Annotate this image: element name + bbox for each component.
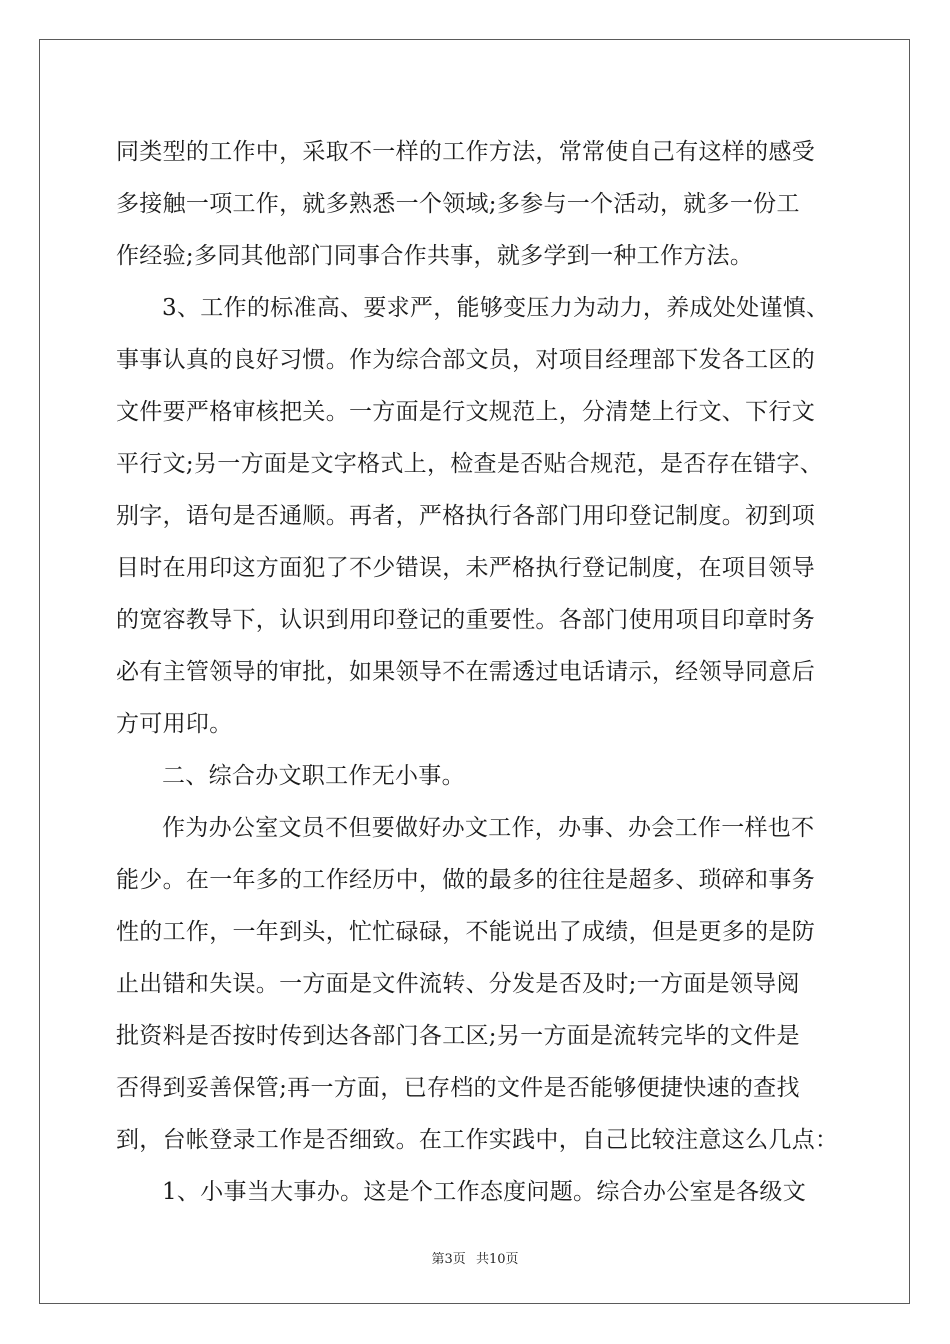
text-line: 别字，语句是否通顺。再者，严格执行各部门用印登记制度。初到项 <box>116 503 815 529</box>
section-heading: 二、综合办文职工作无小事。 <box>162 763 465 789</box>
paragraph-start-line: 3、工作的标准高、要求严，能够变压力为动力，养成处处谨慎、 <box>162 295 830 321</box>
text-line: 多接触一项工作，就多熟悉一个领域;多参与一个活动，就多一份工 <box>116 191 800 217</box>
page-number: 第3页 <box>431 1252 466 1267</box>
text-line: 否得到妥善保管;再一方面，已存档的文件是否能够便捷快速的查找 <box>116 1075 800 1101</box>
document-body <box>116 126 856 1218</box>
text-line: 的宽容教导下，认识到用印登记的重要性。各部门使用项目印章时务 <box>116 607 815 633</box>
text-line: 同类型的工作中，采取不一样的工作方法，常常使自己有这样的感受 <box>116 139 815 165</box>
text-line: 到，台帐登录工作是否细致。在工作实践中，自己比较注意这么几点： <box>116 1127 839 1153</box>
text-line: 目时在用印这方面犯了不少错误，未严格执行登记制度，在项目领导 <box>116 555 815 581</box>
text-line: 方可用印。 <box>116 711 233 737</box>
page-total: 共10页 <box>475 1252 519 1267</box>
text-line: 止出错和失误。一方面是文件流转、分发是否及时;一方面是领导阅 <box>116 971 800 997</box>
text-line: 批资料是否按时传到达各部门各工区;另一方面是流转完毕的文件是 <box>116 1023 800 1049</box>
paragraph-start-line: 1、小事当大事办。这是个工作态度问题。综合办公室是各级文 <box>162 1179 807 1205</box>
page-footer <box>0 1248 950 1267</box>
text-line: 文件要严格审核把关。一方面是行文规范上，分清楚上行文、下行文 <box>116 399 815 425</box>
text-line: 平行文;另一方面是文字格式上，检查是否贴合规范，是否存在错字、 <box>116 451 824 477</box>
paragraph-start-line: 作为办公室文员不但要做好办文工作，办事、办会工作一样也不 <box>162 815 815 841</box>
text-line: 必有主管领导的审批，如果领导不在需透过电话请示，经领导同意后 <box>116 659 815 685</box>
text-line: 作经验;多同其他部门同事合作共事，就多学到一种工作方法。 <box>116 243 754 269</box>
text-line: 性的工作，一年到头，忙忙碌碌，不能说出了成绩，但是更多的是防 <box>116 919 815 945</box>
text-line: 事事认真的良好习惯。作为综合部文员，对项目经理部下发各工区的 <box>116 347 815 373</box>
text-line: 能少。在一年多的工作经历中，做的最多的往往是超多、琐碎和事务 <box>116 867 815 893</box>
